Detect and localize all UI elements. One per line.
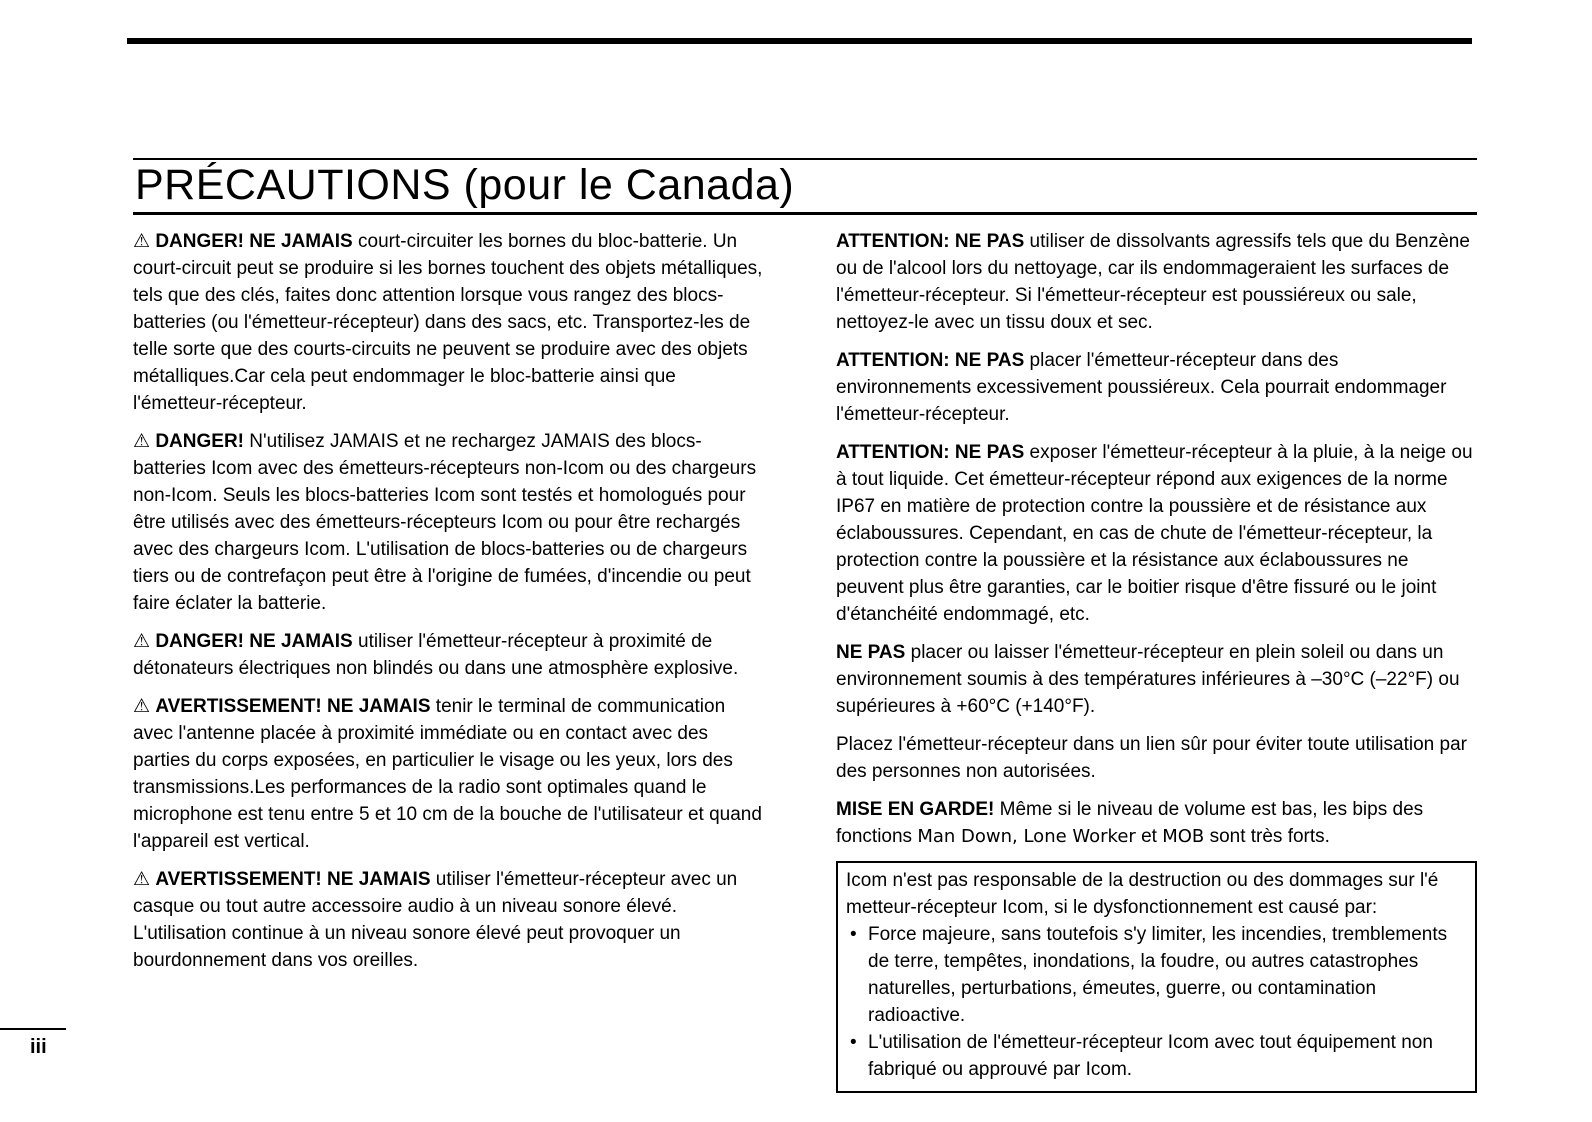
paragraph-text: court-circuiter les bornes du bloc-batterie. Un court-circuit peut se produire si les bornes touchent des objets métalliques, tels que des clés, faites donc attention lorsque vous rangez des blocs-batteries (ou l'émetteur-récepteur) dans des sacs, etc. Transportez-les de telle sorte que des courts-circuits ne peuvent se produire avec des objets métalliques.Car cela peut endommager le bloc-batterie ainsi que l'émetteur-récepteur. — [133, 231, 763, 414]
paragraph-lead: DANGER! NE JAMAIS — [155, 631, 353, 652]
warning-icon: ⚠ — [133, 868, 151, 890]
warning-paragraph — [133, 866, 770, 974]
paragraph-lead: AVERTISSEMENT! NE JAMAIS — [155, 869, 431, 890]
paragraph-text: N'utilisez JAMAIS et ne rechargez JAMAIS des blocs-batteries Icom avec des émetteurs-récepteurs non-Icom ou des chargeurs non-Icom. Seuls les blocs-batteries Icom sont testés et homologués pour être utilisés avec des émetteurs-récepteurs Icom ou pour être rechargés avec des chargeurs Icom. L'utilisation de blocs-batteries ou de chargeurs tiers ou de contrefaçon peut être à l'origine de fumées, d'incendie ou peut faire éclater la batterie. — [133, 431, 757, 614]
attention-paragraph — [836, 439, 1477, 628]
paragraph-text: Même si le niveau de volume est bas, les bips des fonctions — [836, 799, 1424, 847]
note-intro: Icom n'est pas responsable de la destruction ou des dommages sur l'é metteur-récepteur Icom, si le dysfonctionnement est causé par: — [846, 870, 1439, 918]
paragraph-text: utiliser l'émetteur-récepteur avec un casque ou tout autre accessoire audio à un niveau sonore élevé. L'utilisation continue à un niveau sonore élevé peut provoquer un bourdonnement dans vos oreilles. — [133, 869, 738, 971]
warning-icon: ⚠ — [133, 430, 151, 452]
bullet-marker: • — [850, 1032, 857, 1053]
paragraph-text: utiliser de dissolvants agressifs tels que du Benzène ou de l'alcool lors du nettoyage, car ils endommageraient les surfaces de l'émetteur-récepteur. Si l'émetteur-récepteur est poussiéreux ou sale, nettoyez-le avec un tissu doux et sec. — [836, 231, 1470, 333]
paragraph-text: exposer l'émetteur-récepteur à la pluie, à la neige ou à tout liquide. Cet émetteur-récepteur répond aux exigences de la norme IP67 en matière de protection contre la poussière et de résistance aux éclaboussures. Cependant, en cas de chute de l'émetteur-récepteur, la protection contre la poussière et la résistance aux éclaboussures ne peuvent plus être garanties, car le boitier risque d'être fissuré ou le joint d'étanchéité endommagé, etc. — [836, 442, 1473, 625]
page-header — [133, 158, 1477, 215]
ne-pas-paragraph — [836, 639, 1477, 720]
paragraph-lead: ATTENTION: NE PAS — [836, 350, 1025, 371]
paragraph-lead: NE PAS — [836, 642, 906, 663]
paragraph-lead: MISE EN GARDE! — [836, 799, 995, 820]
paragraph-text: placer ou laisser l'émetteur-récepteur en plein soleil ou dans un environnement soumis à des températures inférieures à –30°C (–22°F) ou supérieures à +60°C (+140°F). — [836, 642, 1460, 717]
warning-paragraph — [133, 693, 770, 855]
paragraph-text: placer l'émetteur-récepteur dans des environnements excessivement poussiéreux. Cela pourrait endommager l'émetteur-récepteur. — [836, 350, 1447, 425]
paragraph-lead: ATTENTION: NE PAS — [836, 442, 1025, 463]
liability-note-box — [836, 861, 1477, 1093]
attention-paragraph — [836, 228, 1477, 336]
paragraph-text: tenir le terminal de communication avec l'antenne placée à proximité immédiate ou en contact avec des parties du corps exposées, en particulier le visage ou les yeux, lors des transmissions.Les performances de la radio sont optimales quand le microphone est tenu entre 5 et 10 cm de la bouche de l'utilisateur et quand l'appareil est vertical. — [133, 696, 762, 852]
danger-paragraph — [133, 228, 770, 417]
paragraph-lead: ATTENTION: NE PAS — [836, 231, 1025, 252]
footer-rule — [0, 1028, 66, 1030]
paragraph-lead: DANGER! — [155, 431, 244, 452]
warning-icon: ⚠ — [133, 695, 151, 717]
attention-paragraph — [836, 347, 1477, 428]
page-title: PRÉCAUTIONS (pour le Canada) — [135, 161, 795, 209]
danger-paragraph — [133, 628, 770, 682]
paragraph-text: Placez l'émetteur-récepteur dans un lien sûr pour éviter toute utilisation par des personnes non autorisées. — [836, 734, 1467, 782]
warning-icon: ⚠ — [133, 630, 151, 652]
bullet-marker: • — [850, 924, 857, 945]
feature-name: Man Down, Lone Worker — [917, 826, 1136, 847]
paragraph-text: et — [1141, 826, 1157, 847]
caution-paragraph — [836, 796, 1477, 850]
placement-paragraph — [836, 731, 1477, 785]
feature-name: MOB — [1162, 826, 1205, 847]
content-columns — [133, 228, 1477, 1093]
paragraph-lead: AVERTISSEMENT! NE JAMAIS — [155, 696, 431, 717]
bullet-text: L'utilisation de l'émetteur-récepteur Icom avec tout équipement non fabriqué ou approuvé par Icom. — [868, 1032, 1433, 1080]
paragraph-text: utiliser l'émetteur-récepteur à proximité de détonateurs électriques non blindés ou dans une atmosphère explosive. — [133, 631, 739, 679]
paragraph-lead: DANGER! NE JAMAIS — [155, 231, 353, 252]
note-bullet — [846, 1029, 1467, 1083]
left-column — [133, 228, 770, 1093]
note-bullet — [846, 921, 1467, 1029]
top-rule — [127, 38, 1472, 44]
paragraph-text: sont très forts. — [1209, 826, 1330, 847]
danger-paragraph — [133, 428, 770, 617]
warning-icon: ⚠ — [133, 230, 151, 252]
bullet-text: Force majeure, sans toutefois s'y limiter, les incendies, tremblements de terre, tempêtes, inondations, la foudre, ou autres catastrophes naturelles, perturbations, émeutes, guerre, ou contamination radioactive. — [868, 924, 1448, 1026]
right-column — [836, 228, 1477, 1093]
page-number: iii — [30, 1036, 47, 1058]
